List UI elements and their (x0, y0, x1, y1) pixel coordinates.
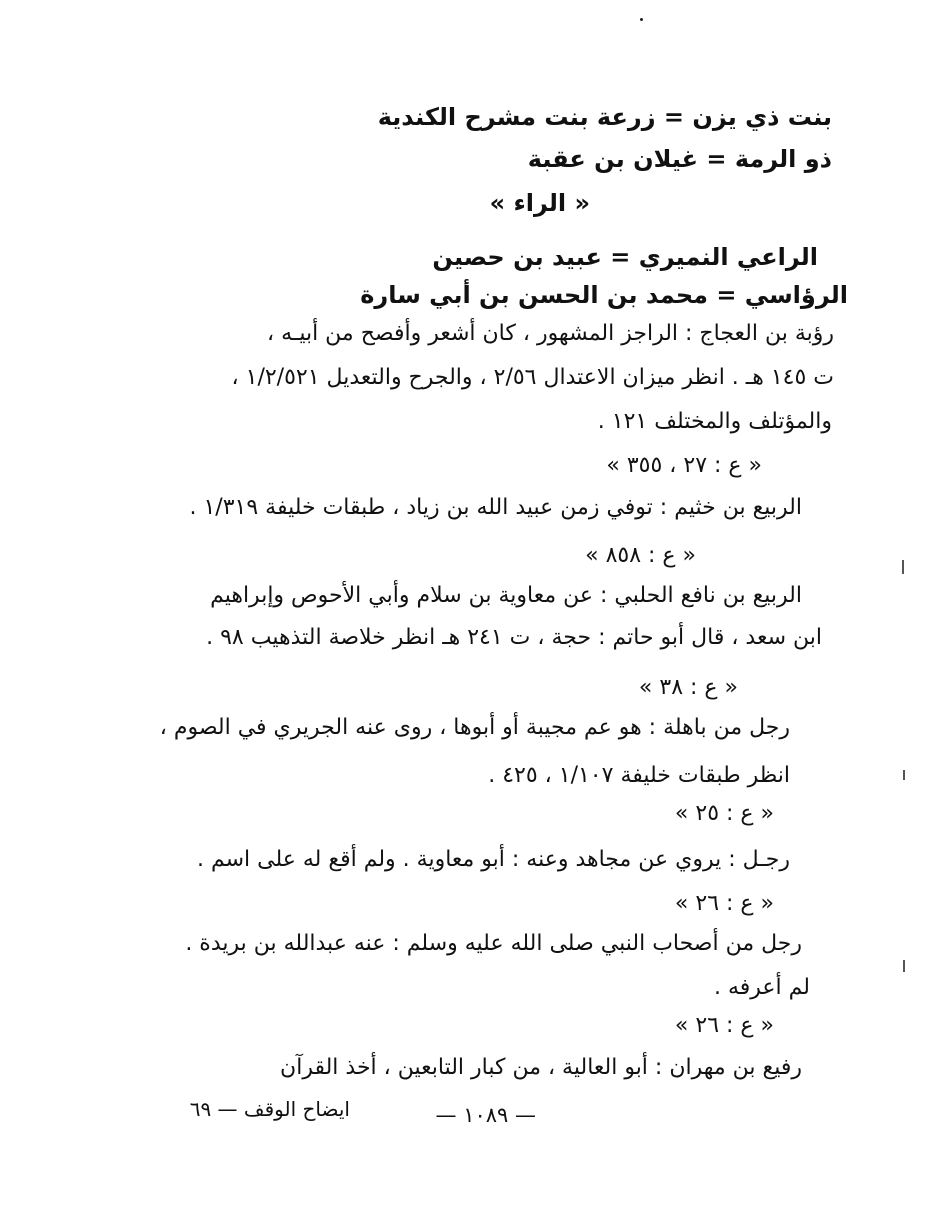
reference-line: « ع : ٣٨ » (638, 675, 738, 700)
entry-text-line: رؤبة بن العجاج : الراجز المشهور ، كان أشعر وأفصح من أبيـه ، (266, 321, 834, 346)
entry-text-line: رجـل : يروي عن مجاهد وعنه : أبو معاوية . ولم أقع له على اسم . (196, 847, 790, 872)
entry-heading-line: الراعي النميري = عبيد بن حصين (432, 243, 818, 271)
entry-text-line: رجل من باهلة : هو عم مجيبة أو أبوها ، روى عنه الجريري في الصوم ، (159, 715, 790, 740)
reference-line: « ع : ٢٦ » (674, 1013, 774, 1038)
entry-text-line: لم أعرفه . (713, 975, 810, 1000)
entry-text-line: انظر طبقات خليفة ١/١٠٧ ، ٤٢٥ . (488, 763, 790, 788)
scan-edge-mark (903, 960, 905, 972)
section-heading: « الراء » (489, 189, 590, 217)
entry-text-line: الربيع بن نافع الحلبي : عن معاوية بن سلام وأبي الأحوص وإبراهيم (210, 583, 802, 608)
page-number: — ١٠٨٩ — (435, 1103, 536, 1127)
entry-text-line: رجل من أصحاب النبي صلى الله عليه وسلم : عنه عبدالله بن بريدة . (185, 931, 802, 956)
entry-heading-line: بنت ذي يزن = زرعة بنت مشرح الكندية (377, 103, 832, 131)
entry-text-line: رفيع بن مهران : أبو العالية ، من كبار التابعين ، أخذ القرآن (280, 1055, 802, 1080)
reference-line: « ع : ٢٦ » (674, 891, 774, 916)
entry-heading-line: الرؤاسي = محمد بن الحسن بن أبي سارة (360, 281, 848, 309)
scan-edge-mark (902, 560, 904, 574)
scan-edge-mark (903, 770, 905, 780)
reference-line: « ع : ٢٥ » (674, 801, 774, 826)
reference-line: « ع : ٢٧ ، ٣٥٥ » (606, 453, 762, 478)
entry-text-line: ابن سعد ، قال أبو حاتم : حجة ، ت ٢٤١ هـ انظر خلاصة التذهيب ٩٨ . (206, 625, 822, 650)
entry-heading-line: ذو الرمة = غيلان بن عقبة (527, 145, 832, 173)
footer-note: ايضاح الوقف — ٦٩ (189, 1097, 350, 1121)
reference-line: « ع : ٨٥٨ » (585, 543, 696, 568)
scan-speck (640, 18, 643, 21)
entry-text-line: ت ١٤٥ هـ . انظر ميزان الاعتدال ٢/٥٦ ، والجرح والتعديل ١/٢/٥٢١ ، (231, 365, 834, 390)
entry-text-line: والمؤتلف والمختلف ١٢١ . (597, 409, 832, 434)
entry-text-line: الربيع بن خثيم : توفي زمن عبيد الله بن زياد ، طبقات خليفة ١/٣١٩ . (189, 495, 802, 520)
